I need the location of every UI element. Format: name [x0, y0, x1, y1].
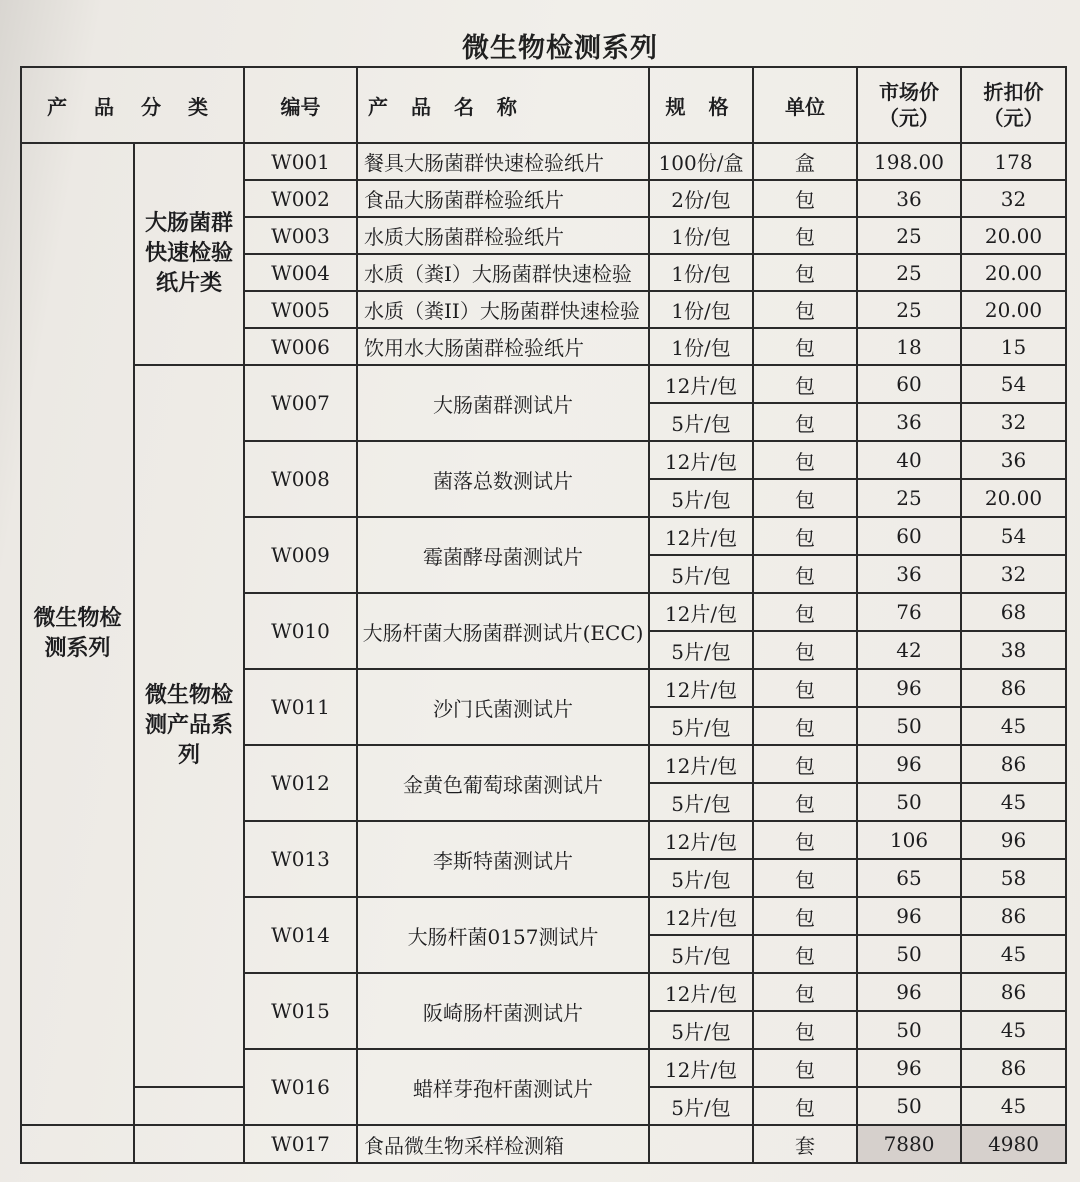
- product-unit: 包: [753, 1087, 857, 1125]
- product-spec: 12片/包: [649, 821, 753, 859]
- discount-price: 68: [961, 593, 1066, 631]
- market-price: 42: [857, 631, 961, 669]
- product-code: W007: [244, 365, 357, 441]
- market-price: 96: [857, 745, 961, 783]
- product-name: 沙门氏菌测试片: [357, 669, 649, 745]
- product-unit: 包: [753, 973, 857, 1011]
- discount-price: 4980: [961, 1125, 1066, 1163]
- product-name: 水质（粪I）大肠菌群快速检验: [357, 254, 649, 291]
- market-price: 36: [857, 555, 961, 593]
- header-spec: 规 格: [649, 67, 753, 143]
- market-price: 96: [857, 1049, 961, 1087]
- discount-price: 86: [961, 669, 1066, 707]
- market-price: 96: [857, 669, 961, 707]
- category-level2: 微生物检测产品系列: [134, 365, 244, 1087]
- header-market-price-line1: 市场价: [879, 80, 940, 104]
- product-code: W004: [244, 254, 357, 291]
- product-unit: 包: [753, 328, 857, 365]
- product-code: W016: [244, 1049, 357, 1125]
- product-code: W012: [244, 745, 357, 821]
- discount-price: 20.00: [961, 291, 1066, 328]
- product-unit: 包: [753, 217, 857, 254]
- header-market-price: [857, 67, 961, 143]
- product-name: 阪崎肠杆菌测试片: [357, 973, 649, 1049]
- product-unit: 包: [753, 593, 857, 631]
- product-unit: 包: [753, 555, 857, 593]
- table-row: [21, 365, 1066, 403]
- product-spec: 12片/包: [649, 365, 753, 403]
- discount-price: 38: [961, 631, 1066, 669]
- discount-price: 86: [961, 897, 1066, 935]
- product-name: 大肠菌群测试片: [357, 365, 649, 441]
- market-price: 50: [857, 1087, 961, 1125]
- market-price: 96: [857, 897, 961, 935]
- product-spec: 12片/包: [649, 1049, 753, 1087]
- discount-price: 86: [961, 745, 1066, 783]
- discount-price: 178: [961, 143, 1066, 180]
- header-discount-price: [961, 67, 1066, 143]
- market-price: 18: [857, 328, 961, 365]
- header-discount-price-line1: 折扣价: [983, 80, 1044, 104]
- product-unit: 包: [753, 783, 857, 821]
- product-spec: 5片/包: [649, 555, 753, 593]
- product-code: W001: [244, 143, 357, 180]
- product-unit: 包: [753, 745, 857, 783]
- product-spec: 100份/盒: [649, 143, 753, 180]
- page-title: 微生物检测系列: [462, 33, 658, 64]
- product-name: 餐具大肠菌群快速检验纸片: [357, 143, 649, 180]
- product-code: W014: [244, 897, 357, 973]
- discount-price: 58: [961, 859, 1066, 897]
- product-code: W017: [244, 1125, 357, 1163]
- table-row: [21, 1125, 1066, 1163]
- product-spec: 1份/包: [649, 291, 753, 328]
- market-price: 25: [857, 217, 961, 254]
- discount-price: 36: [961, 441, 1066, 479]
- market-price: 76: [857, 593, 961, 631]
- market-price: 25: [857, 254, 961, 291]
- product-name: 菌落总数测试片: [357, 441, 649, 517]
- market-price: 60: [857, 365, 961, 403]
- product-code: W010: [244, 593, 357, 669]
- product-name: 饮用水大肠菌群检验纸片: [357, 328, 649, 365]
- product-unit: 包: [753, 859, 857, 897]
- discount-price: 96: [961, 821, 1066, 859]
- product-unit: 包: [753, 1049, 857, 1087]
- product-unit: 包: [753, 365, 857, 403]
- header-unit: 单位: [753, 67, 857, 143]
- product-spec: 5片/包: [649, 631, 753, 669]
- header-discount-price-line2: （元）: [983, 106, 1044, 130]
- product-unit: 包: [753, 669, 857, 707]
- product-spec: 1份/包: [649, 217, 753, 254]
- market-price: 60: [857, 517, 961, 555]
- category-level2: 大肠菌群快速检验纸片类: [134, 143, 244, 365]
- discount-price: 45: [961, 1087, 1066, 1125]
- product-unit: 包: [753, 254, 857, 291]
- discount-price: 32: [961, 403, 1066, 441]
- product-name: 食品大肠菌群检验纸片: [357, 180, 649, 217]
- discount-price: 45: [961, 783, 1066, 821]
- market-price: 40: [857, 441, 961, 479]
- category-level2-empty: [134, 1087, 244, 1125]
- product-unit: 包: [753, 479, 857, 517]
- market-price: 25: [857, 291, 961, 328]
- discount-price: 20.00: [961, 254, 1066, 291]
- product-spec: 12片/包: [649, 441, 753, 479]
- product-unit: 包: [753, 935, 857, 973]
- header-market-price-line2: （元）: [879, 106, 940, 130]
- product-unit: 包: [753, 897, 857, 935]
- market-price: 50: [857, 1011, 961, 1049]
- product-spec: 12片/包: [649, 669, 753, 707]
- product-unit: 包: [753, 517, 857, 555]
- discount-price: 86: [961, 1049, 1066, 1087]
- market-price: 106: [857, 821, 961, 859]
- product-unit: 包: [753, 291, 857, 328]
- product-name: 蜡样芽孢杆菌测试片: [357, 1049, 649, 1125]
- market-price: 36: [857, 403, 961, 441]
- market-price: 50: [857, 935, 961, 973]
- product-name: 大肠杆菌大肠菌群测试片(ECC): [357, 593, 649, 669]
- discount-price: 20.00: [961, 217, 1066, 254]
- product-unit: 包: [753, 441, 857, 479]
- discount-price: 45: [961, 1011, 1066, 1049]
- header-code: 编号: [244, 67, 357, 143]
- product-name: 水质大肠菌群检验纸片: [357, 217, 649, 254]
- product-code: W009: [244, 517, 357, 593]
- product-spec: 5片/包: [649, 479, 753, 517]
- product-unit: 包: [753, 180, 857, 217]
- product-spec: 5片/包: [649, 859, 753, 897]
- product-name: 李斯特菌测试片: [357, 821, 649, 897]
- product-spec: 12片/包: [649, 593, 753, 631]
- product-name: 大肠杆菌0157测试片: [357, 897, 649, 973]
- product-spec: 5片/包: [649, 403, 753, 441]
- discount-price: 15: [961, 328, 1066, 365]
- product-name: 霉菌酵母菌测试片: [357, 517, 649, 593]
- product-name: 食品微生物采样检测箱: [357, 1125, 649, 1163]
- header-row: [21, 67, 1066, 143]
- product-code: W005: [244, 291, 357, 328]
- market-price: 198.00: [857, 143, 961, 180]
- product-code: W008: [244, 441, 357, 517]
- product-spec: 5片/包: [649, 935, 753, 973]
- discount-price: 45: [961, 707, 1066, 745]
- table-row: [21, 143, 1066, 180]
- table-body: [21, 143, 1066, 1163]
- product-unit: 盒: [753, 143, 857, 180]
- product-unit: 包: [753, 403, 857, 441]
- product-spec: 12片/包: [649, 517, 753, 555]
- product-unit: 包: [753, 821, 857, 859]
- product-spec: [649, 1125, 753, 1163]
- category-level1: 微生物检测系列: [21, 143, 134, 1125]
- product-unit: 套: [753, 1125, 857, 1163]
- product-code: W002: [244, 180, 357, 217]
- product-code: W003: [244, 217, 357, 254]
- discount-price: 45: [961, 935, 1066, 973]
- product-spec: 12片/包: [649, 973, 753, 1011]
- market-price: 50: [857, 707, 961, 745]
- header-category: 产 品 分 类: [21, 67, 244, 143]
- product-spec: 1份/包: [649, 254, 753, 291]
- discount-price: 32: [961, 180, 1066, 217]
- header-name: 产 品 名 称: [357, 67, 649, 143]
- market-price: 36: [857, 180, 961, 217]
- product-name: 水质（粪II）大肠菌群快速检验: [357, 291, 649, 328]
- product-unit: 包: [753, 631, 857, 669]
- product-code: W011: [244, 669, 357, 745]
- category-level1-empty: [21, 1125, 134, 1163]
- product-code: W006: [244, 328, 357, 365]
- product-code: W015: [244, 973, 357, 1049]
- discount-price: 54: [961, 365, 1066, 403]
- product-code: W013: [244, 821, 357, 897]
- market-price: 96: [857, 973, 961, 1011]
- product-spec: 12片/包: [649, 745, 753, 783]
- discount-price: 54: [961, 517, 1066, 555]
- product-spec: 2份/包: [649, 180, 753, 217]
- product-unit: 包: [753, 1011, 857, 1049]
- category-level2-empty: [134, 1125, 244, 1163]
- discount-price: 20.00: [961, 479, 1066, 517]
- market-price: 50: [857, 783, 961, 821]
- product-spec: 5片/包: [649, 783, 753, 821]
- product-spec: 12片/包: [649, 897, 753, 935]
- product-spec: 1份/包: [649, 328, 753, 365]
- product-name: 金黄色葡萄球菌测试片: [357, 745, 649, 821]
- product-spec: 5片/包: [649, 1011, 753, 1049]
- product-spec: 5片/包: [649, 707, 753, 745]
- market-price: 25: [857, 479, 961, 517]
- market-price: 7880: [857, 1125, 961, 1163]
- product-unit: 包: [753, 707, 857, 745]
- product-spec: 5片/包: [649, 1087, 753, 1125]
- price-table: [20, 66, 1067, 1164]
- discount-price: 86: [961, 973, 1066, 1011]
- market-price: 65: [857, 859, 961, 897]
- discount-price: 32: [961, 555, 1066, 593]
